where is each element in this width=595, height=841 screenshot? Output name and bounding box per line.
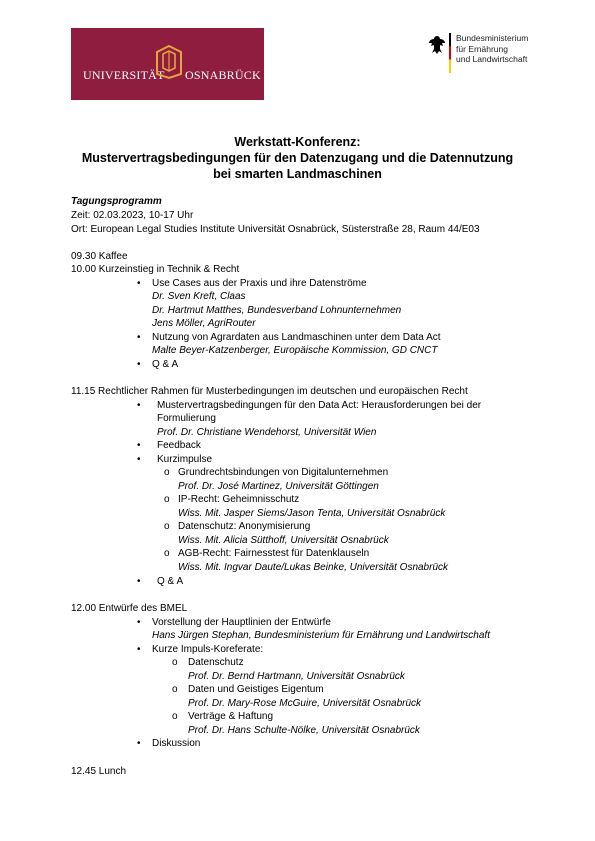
bullet-icon: • — [137, 278, 141, 289]
bullet-icon: • — [137, 359, 141, 370]
university-osnabrueck-logo — [71, 28, 264, 100]
s2-item-4: Q & A — [157, 576, 184, 587]
circle-bullet-icon: o — [164, 521, 170, 532]
speaker: Wiss. Mit. Jasper Siems/Jason Tenta, Universität Osnabrück — [178, 508, 446, 519]
ministry-name: Bundesministerium für Ernährung und Landwirtschaft — [456, 33, 529, 64]
speaker: Prof. Dr. Mary-Rose McGuire, Universität Osnabrück — [188, 698, 422, 709]
logo-text-right: OSNABRÜCK — [185, 68, 261, 82]
s1-item-3: Q & A — [152, 359, 179, 370]
s2-sub-1: Grundrechtsbindungen von Digitalunternehmen — [178, 467, 389, 478]
document-title: Werkstatt-Konferenz: Mustervertragsbedingungen für den Datenzugang und die Datennutzung bei smarten Landmaschinen — [81, 135, 514, 181]
s2-sub-2: IP-Recht: Geheimnisschutz — [178, 494, 300, 505]
logo-text-left: UNIVERSITÄT — [83, 68, 165, 82]
speaker: Hans Jürgen Stephan, Bundesministerium für Ernährung und Landwirtschaft — [152, 630, 490, 641]
bullet-icon: • — [137, 454, 141, 465]
speaker: Prof. Dr. José Martinez, Universität Göttingen — [178, 481, 379, 492]
bullet-icon: • — [137, 738, 141, 749]
s3-item-1: Vorstellung der Hauptlinien der Entwürfe — [152, 617, 331, 628]
speaker: Prof. Dr. Bernd Hartmann, Universität Osnabrück — [188, 671, 405, 682]
s2-sub-4: AGB-Recht: Fairnesstest für Datenklauseln — [178, 548, 370, 559]
speaker: Dr. Sven Kreft, Claas — [152, 291, 246, 302]
bullet-icon: • — [137, 617, 141, 628]
bullet-icon: • — [137, 400, 141, 411]
circle-bullet-icon: o — [172, 684, 178, 695]
bmel-logo — [426, 33, 546, 73]
s3-item-2: Kurze Impuls-Koreferate: — [152, 644, 264, 655]
circle-bullet-icon: o — [164, 467, 170, 478]
session-3-title: 12.00 Entwürfe des BMEL — [71, 603, 188, 614]
bullet-icon: • — [137, 440, 141, 451]
s1-item-1: Use Cases aus der Praxis und ihre Datenströme — [152, 278, 367, 289]
speaker: Malte Beyer-Katzenberger, Europäische Kommission, GD CNCT — [152, 345, 438, 356]
s2-item-2: Feedback — [157, 440, 201, 451]
coffee-item: 09.30 Kaffee — [71, 251, 128, 262]
speaker: Dr. Hartmut Matthes, Bundesverband Lohnunternehmen — [152, 305, 402, 316]
s3-item-3: Diskussion — [152, 738, 201, 749]
speaker: Jens Möller, AgriRouter — [152, 318, 256, 329]
speaker: Prof. Dr. Christiane Wendehorst, Universität Wien — [157, 427, 377, 438]
s3-sub-3: Verträge & Haftung — [188, 711, 274, 722]
circle-bullet-icon: o — [172, 657, 178, 668]
s1-item-2: Nutzung von Agrardaten aus Landmaschinen unter dem Data Act — [152, 332, 441, 343]
circle-bullet-icon: o — [172, 711, 178, 722]
event-time: Zeit: 02.03.2023, 10-17 Uhr — [71, 210, 194, 221]
s3-sub-2: Daten und Geistiges Eigentum — [188, 684, 324, 695]
session-1-title: 10.00 Kurzeinstieg in Technik & Recht — [71, 264, 240, 275]
circle-bullet-icon: o — [164, 548, 170, 559]
circle-bullet-icon: o — [164, 494, 170, 505]
s2-item-3: Kurzimpulse — [157, 454, 213, 465]
bullet-icon: • — [137, 332, 141, 343]
session-2-title: 11.15 Rechtlicher Rahmen für Musterbedingungen im deutschen und europäischen Recht — [71, 386, 468, 397]
lunch-item: 12.45 Lunch — [71, 766, 127, 777]
bullet-icon: • — [137, 644, 141, 655]
university-emblem-icon — [155, 44, 183, 80]
s3-sub-1: Datenschutz — [188, 657, 244, 668]
s2-item-1: Mustervertragsbedingungen für den Data Act: Herausforderungen bei der — [157, 400, 482, 411]
german-flag-stripe — [449, 33, 451, 73]
speaker: Prof. Dr. Hans Schulte-Nölke, Universität Osnabrück — [188, 725, 420, 736]
s2-sub-3: Datenschutz: Anonymisierung — [178, 521, 311, 532]
speaker: Wiss. Mit. Alicia Sütthoff, Universität Osnabrück — [178, 535, 389, 546]
speaker: Wiss. Mit. Ingvar Daute/Lukas Beinke, Universität Osnabrück — [178, 562, 449, 573]
bullet-icon: • — [137, 576, 141, 587]
s2-item-1-cont: Formulierung — [157, 413, 216, 424]
event-place: Ort: European Legal Studies Institute Universität Osnabrück, Süsterstraße 28, Raum 44/E03 — [71, 224, 480, 235]
program-heading: Tagungsprogramm — [71, 196, 162, 207]
federal-eagle-icon — [428, 35, 446, 55]
